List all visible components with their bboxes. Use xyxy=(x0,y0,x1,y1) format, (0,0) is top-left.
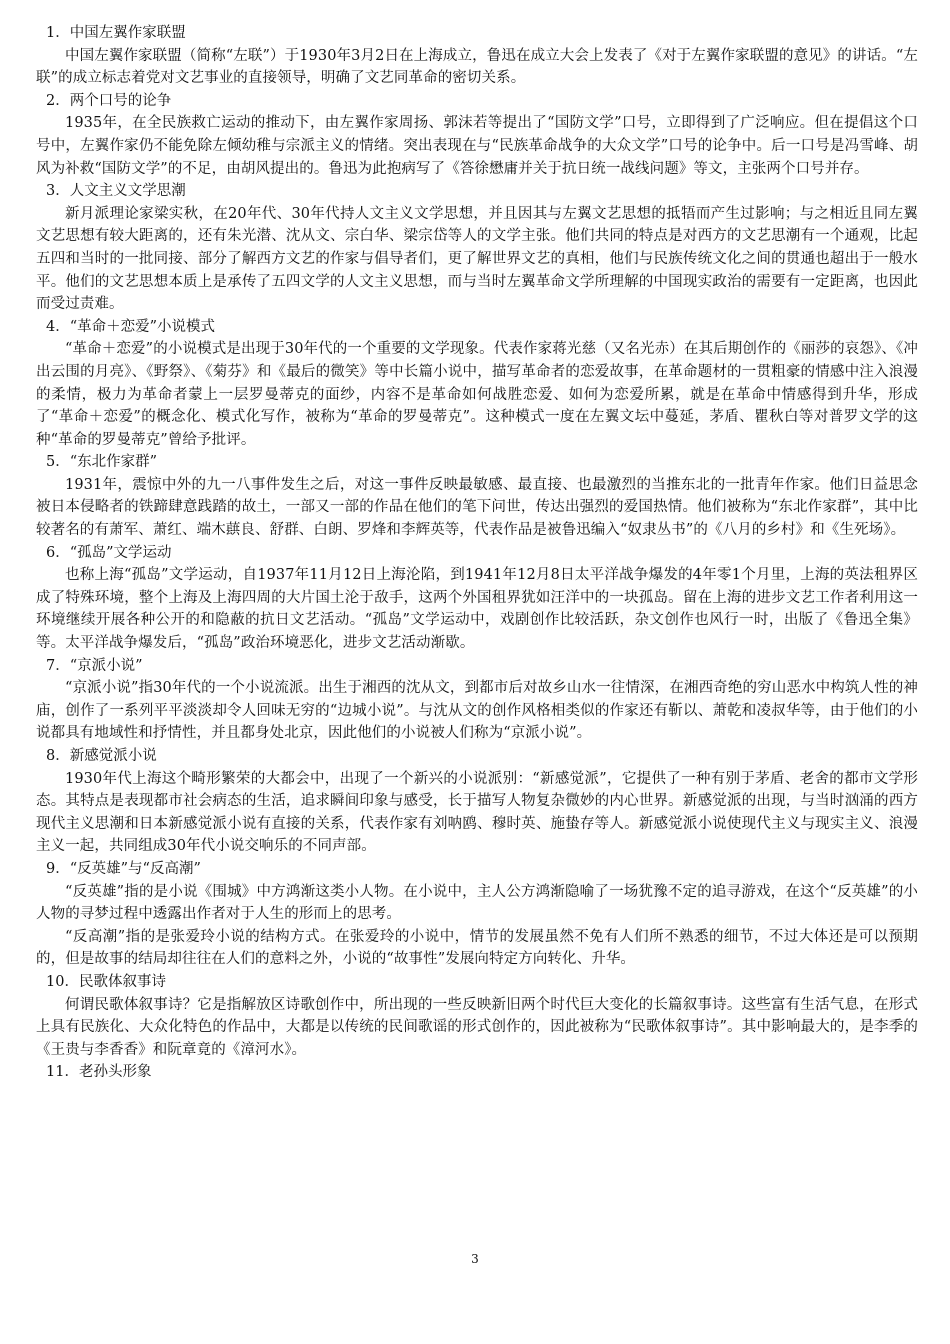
page-number: 3 xyxy=(471,1252,479,1266)
section-heading: 10．民歌体叙事诗 xyxy=(46,973,166,990)
section-heading: 9．“反英雄”与“反高潮” xyxy=(46,860,201,877)
section-heading: 6．“孤岛”文学运动 xyxy=(46,544,172,561)
section-paragraph: “反高潮”指的是张爱玲小说的结构方式。在张爱玲的小说中，情节的发展虽然不免有人们所不熟悉的细节，不过大体还是可以预期的，但是故事的结局却往往在人们的意料之外，小说的“故事性”发展向特定方向转化、升华。 xyxy=(36,928,918,968)
section-paragraph: 也称上海“孤岛”文学运动，自1937年11月12日上海沦陷，到1941年12月8日太平洋战争爆发的4年零1个月里，上海的英法租界区成了特殊环境，整个上海及上海四周的大片国土沦于敌手，这两个外国租界犹如汪洋中的一块孤岛。留在上海的进步文艺工作者利用这一环境继续开展各种公开的和隐蔽的抗日文艺活动。“孤岛”文学运动中，戏剧创作比较活跃，杂文创作也风行一时，出版了《鲁迅全集》等。太平洋战争爆发后，“孤岛”政治环境恶化，进步文艺活动渐歇。 xyxy=(36,567,918,652)
section-paragraph: 中国左翼作家联盟（简称“左联”）于1930年3月2日在上海成立，鲁迅在成立大会上发表了《对于左翼作家联盟的意见》的讲话。“左联”的成立标志着党对文艺事业的直接领导，明确了文艺同革命的密切关系。 xyxy=(36,47,918,87)
section-heading: 7．“京派小说” xyxy=(46,657,143,674)
section-paragraph: “反英雄”指的是小说《围城》中方鸿渐这类小人物。在小说中，主人公方鸿渐隐喻了一场犹豫不定的追寻游戏，在这个“反英雄”的小人物的寻梦过程中透露出作者对于人生的形而上的思考。 xyxy=(36,883,918,923)
section-heading: 5．“东北作家群” xyxy=(46,454,158,471)
document-page xyxy=(36,22,918,1084)
section-paragraph: “京派小说”指30年代的一个小说流派。出生于湘西的沈从文，到都市后对故乡山水一往情深，在湘西奇绝的穷山恶水中构筑人性的神庙，创作了一系列平平淡淡却令人回味无穷的“边城小说”。与沈从文的创作风格相类似的作家还有靳以、萧乾和凌叔华等，由于他们的小说都具有地域性和抒情性，并且都身处北京，因此他们的小说被人们称为“京派小说”。 xyxy=(36,680,918,742)
section-paragraph: 1935年，在全民族救亡运动的推动下，由左翼作家周扬、郭沫若等提出了“国防文学”口号，立即得到了广泛响应。但在提倡这个口号中，左翼作家仍不能免除左倾幼稚与宗派主义的情绪。突出表现在与“民族革命战争的大众文学”口号的论争中。后一口号是冯雪峰、胡风为补救“国防文学”的不足，由胡风提出的。鲁迅为此抱病写了《答徐懋庸并关于抗日统一战线问题》等文，主张两个口号并存。 xyxy=(36,115,918,177)
section-paragraph: 1931年，震惊中外的九一八事件发生之后，对这一事件反映最敏感、最直接、也最激烈的当推东北的一批青年作家。他们日益思念被日本侵略者的铁蹄肆意践踏的故土，一部又一部的作品在他们的笔下问世，传达出强烈的爱国热情。他们被称为“东北作家群”，其中比较著名的有萧军、萧红、端木蕻良、舒群、白朗、罗烽和李辉英等，代表作品是被鲁迅编入“奴隶丛书”的《八月的乡村》和《生死场》。 xyxy=(36,476,918,539)
section-heading: 4．“革命＋恋爱”小说模式 xyxy=(46,318,216,335)
section-heading: 2．两个口号的论争 xyxy=(46,92,172,109)
section-heading: 11．老孙头形象 xyxy=(46,1064,152,1081)
section-paragraph: 新月派理论家梁实秋，在20年代、30年代持人文主义文学思想，并且因其与左翼文艺思想的抵牾而产生过影响；与之相近且同左翼文艺思想有较大距离的，还有朱光潜、沈从文、宗白华、梁宗岱等人的文学主张。他们共同的特点是对西方的文艺思潮有一个通观，比起五四和当时的一批同接、部分了解西方文艺的作家与倡导者们，更了解世界文艺的真相，他们与民族传统文化之间的贯通也超出于一般水平。他们的文艺思想本质上是承传了五四文学的人文主义思想，而与当时左翼革命文学所理解的中国现实政治的需要有一定距离，也因此而受过责难。 xyxy=(36,205,918,313)
section-heading: 3．人文主义文学思潮 xyxy=(46,183,186,200)
section-paragraph: “革命＋恋爱”的小说模式是出现于30年代的一个重要的文学现象。代表作家蒋光慈（又名光赤）在其后期创作的《丽莎的哀怨》、《冲出云围的月亮》、《野祭》、《菊芬》和《最后的微笑》等中长篇小说中，描写革命者的恋爱故事，在革命题材的一贯粗豪的情感中注入浪漫的柔情，极力为革命者蒙上一层罗曼蒂克的面纱，内容不是革命如何战胜恋爱、如何为恋爱所累，就是在革命中情感得到升华，形成了“革命＋恋爱”的概念化、模式化写作，被称为“革命的罗曼蒂克”。这种模式一度在左翼文坛中蔓延，茅盾、瞿秋白等对普罗文学的这种“革命的罗曼蒂克”曾给予批评。 xyxy=(36,341,918,448)
section-heading: 1．中国左翼作家联盟 xyxy=(46,25,186,41)
section-heading: 8．新感觉派小说 xyxy=(46,748,157,764)
section-paragraph: 何谓民歌体叙事诗？它是指解放区诗歌创作中，所出现的一些反映新旧两个时代巨大变化的长篇叙事诗。这些富有生活气息，在形式上具有民族化、大众化特色的作品中，大都是以传统的民间歌谣的形式创作的，因此被称为“民歌体叙事诗”。其中影响最大的，是李季的《王贵与李香香》和阮章竟的《漳河水》。 xyxy=(36,996,918,1058)
section-paragraph: 1930年代上海这个畸形繁荣的大都会中，出现了一个新兴的小说派别：“新感觉派”，它提供了一种有别于茅盾、老舍的都市文学形态。其特点是表现都市社会病态的生活，追求瞬间印象与感受，长于描写人物复杂微妙的内心世界。新感觉派的出现，与当时汹涌的西方现代主义思潮和日本新感觉派小说有直接的关系，代表作家有刘呐鸥、穆时英、施蛰存等人。新感觉派小说使现代主义与现实主义、浪漫主义一起，共同组成30年代小说交响乐的不同声部。 xyxy=(36,770,918,855)
